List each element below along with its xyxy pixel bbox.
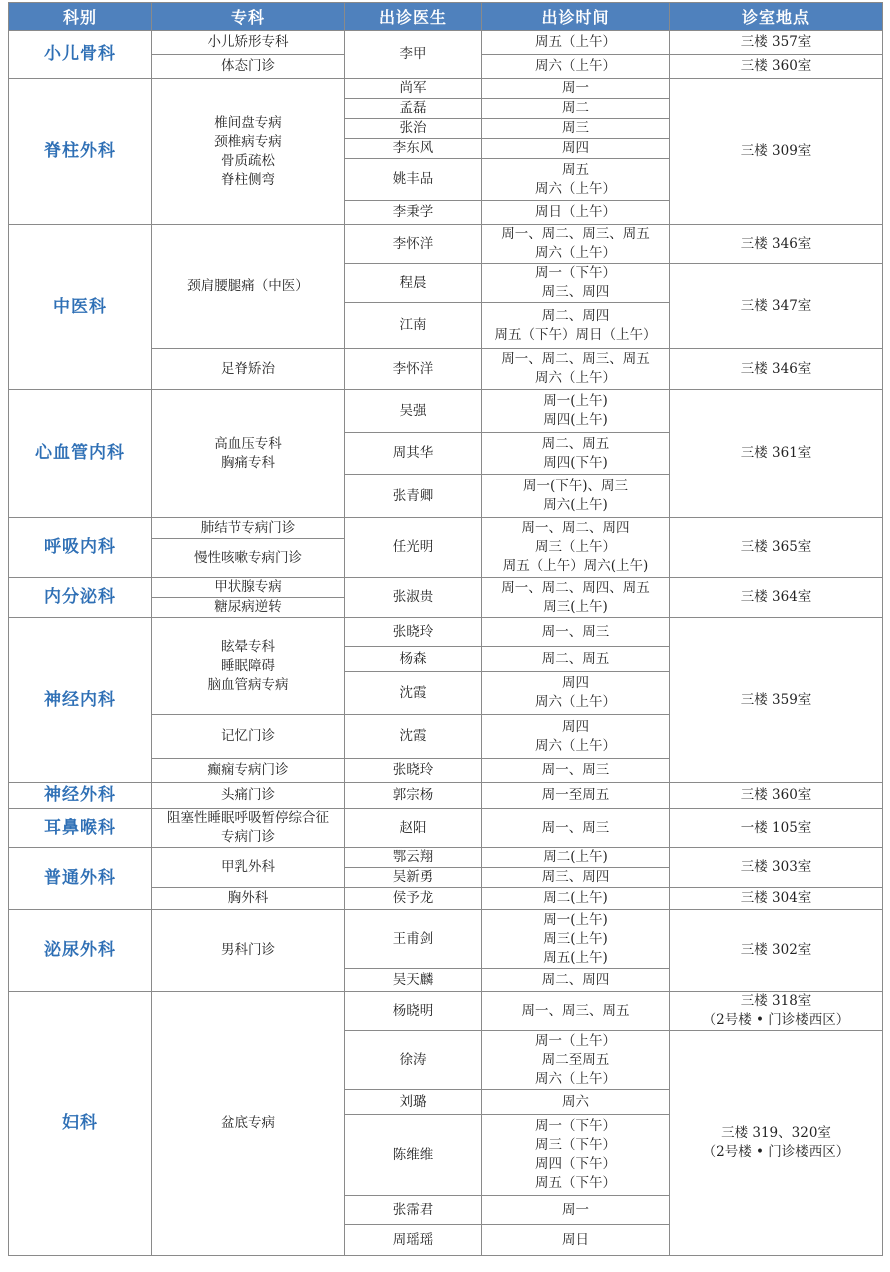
- room-cell: 三楼 302室: [670, 910, 883, 992]
- specialty-cell: 盆底专病: [152, 992, 345, 1256]
- time-cell: [482, 390, 670, 433]
- room-cell: 三楼 359室: [670, 618, 883, 783]
- room-line: 三楼 318室: [740, 993, 812, 1009]
- table-row: [9, 578, 883, 598]
- specialty-line: 睡眠障碍: [221, 657, 275, 674]
- doctor-cell: 李怀洋: [345, 349, 482, 390]
- room-cell: 三楼 364室: [670, 578, 883, 618]
- doctor-cell: 陈维维: [345, 1115, 482, 1196]
- time-line: 周一、周二、周四: [521, 520, 630, 536]
- time-line: 周四(下午): [543, 454, 608, 471]
- specialty-line: 胸痛专科: [221, 454, 275, 471]
- header-specialty: 专科: [152, 3, 345, 31]
- room-cell: 三楼 365室: [670, 518, 883, 578]
- time-line: 周一（下午）: [535, 265, 616, 281]
- time-line: 周五(上午): [543, 949, 608, 966]
- specialty-line: 脊柱侧弯: [221, 171, 275, 188]
- room-cell: [670, 992, 883, 1031]
- time-cell: 周三、周四: [482, 868, 670, 888]
- department-cell: 小儿骨科: [9, 31, 152, 79]
- table-row: [9, 79, 883, 99]
- department-cell: 妇科: [9, 992, 152, 1256]
- table-row: [9, 518, 883, 539]
- specialty-cell: 甲状腺专病: [152, 578, 345, 598]
- doctor-cell: 任光明: [345, 518, 482, 578]
- specialty-line: 椎间盘专病: [214, 114, 282, 131]
- header-department: 科别: [9, 3, 152, 31]
- time-cell: [482, 159, 670, 201]
- specialty-cell: 甲乳外科: [152, 848, 345, 888]
- time-line: 周三(上午): [543, 598, 608, 615]
- time-line: 周三（上午）: [535, 539, 616, 555]
- room-cell: 一楼 105室: [670, 809, 883, 848]
- time-line: 周五（上午）周六(上午): [502, 558, 649, 574]
- specialty-cell: 慢性咳嗽专病门诊: [152, 539, 345, 578]
- time-line: 周六(上午): [543, 497, 608, 513]
- specialty-cell: [152, 390, 345, 518]
- time-cell: [482, 578, 670, 618]
- doctor-cell: 李怀洋: [345, 225, 482, 264]
- time-line: 周一、周二、周四、周五: [501, 579, 650, 596]
- department-cell: 心血管内科: [9, 390, 152, 518]
- doctor-cell: 江南: [345, 303, 482, 349]
- time-cell: 周六（上午）: [482, 55, 670, 79]
- department-cell: 呼吸内科: [9, 518, 152, 578]
- doctor-cell: 尚军: [345, 79, 482, 99]
- time-cell: [482, 433, 670, 475]
- time-line: 周一(上午): [543, 911, 608, 928]
- specialty-line: 颈椎病专病: [214, 133, 282, 150]
- time-cell: [482, 303, 670, 349]
- department-cell: 中医科: [9, 225, 152, 390]
- specialty-line: 眩晕专科: [221, 638, 275, 655]
- time-line: 周六（上午）: [535, 245, 616, 261]
- specialty-cell: [152, 79, 345, 225]
- table-row: [9, 618, 883, 647]
- doctor-cell: 程晨: [345, 264, 482, 303]
- specialty-cell: 颈肩腰腿痛（中医）: [152, 225, 345, 349]
- doctor-cell: 周其华: [345, 433, 482, 475]
- doctor-cell: 张淑贵: [345, 578, 482, 618]
- clinic-schedule-table: [8, 2, 883, 1256]
- doctor-cell: 孟磊: [345, 99, 482, 119]
- time-line: 周一(下午)、周三: [522, 478, 629, 494]
- doctor-cell: 吴强: [345, 390, 482, 433]
- time-cell: 周一、周三: [482, 759, 670, 783]
- table-row: [9, 31, 883, 55]
- time-line: 周四(上午): [543, 412, 608, 428]
- time-cell: 周一至周五: [482, 783, 670, 809]
- specialty-cell: 小儿矫形专科: [152, 31, 345, 55]
- room-cell: 三楼 360室: [670, 55, 883, 79]
- doctor-cell: 张治: [345, 119, 482, 139]
- time-cell: 周一、周三、周五: [482, 992, 670, 1031]
- time-cell: 周二: [482, 99, 670, 119]
- time-line: 周三(上午): [543, 930, 608, 947]
- time-line: 周二、周四: [541, 307, 610, 324]
- specialty-line: 骨质疏松: [221, 152, 275, 169]
- time-line: 周四: [562, 675, 589, 691]
- time-cell: [482, 1115, 670, 1196]
- doctor-cell: 吴新勇: [345, 868, 482, 888]
- time-cell: [482, 518, 670, 578]
- specialty-cell: [152, 809, 345, 848]
- doctor-cell: 李东风: [345, 139, 482, 159]
- specialty-cell: 糖尿病逆转: [152, 598, 345, 618]
- table-row: [9, 783, 883, 809]
- room-cell: 三楼 360室: [670, 783, 883, 809]
- doctor-cell: 徐涛: [345, 1031, 482, 1090]
- time-cell: [482, 910, 670, 969]
- room-cell: 三楼 346室: [670, 349, 883, 390]
- department-cell: 神经外科: [9, 783, 152, 809]
- specialty-cell: [152, 618, 345, 715]
- time-cell: 周一、周三: [482, 809, 670, 848]
- time-cell: 周二(上午): [482, 888, 670, 910]
- room-cell: 三楼 304室: [670, 888, 883, 910]
- specialty-cell: 足脊矫治: [152, 349, 345, 390]
- time-cell: [482, 349, 670, 390]
- time-line: 周五（下午）周日（上午）: [494, 326, 657, 343]
- department-cell: 普通外科: [9, 848, 152, 910]
- specialty-line: 专病门诊: [221, 829, 275, 845]
- time-cell: 周一、周三: [482, 618, 670, 647]
- table-row: [9, 848, 883, 868]
- time-line: 周三、周四: [541, 284, 610, 300]
- time-line: 周六（上午）: [535, 180, 616, 197]
- time-cell: [482, 672, 670, 715]
- doctor-cell: 沈霞: [345, 715, 482, 759]
- doctor-cell: 李秉学: [345, 201, 482, 225]
- specialty-cell: 头痛门诊: [152, 783, 345, 809]
- doctor-cell: 李甲: [345, 31, 482, 79]
- time-cell: 周二、周四: [482, 969, 670, 992]
- room-line: （2号楼 • 门诊楼西区）: [702, 1144, 850, 1160]
- doctor-cell: 周瑶瑶: [345, 1225, 482, 1256]
- specialty-cell: 癫痫专病门诊: [152, 759, 345, 783]
- doctor-cell: 郭宗杨: [345, 783, 482, 809]
- room-line: 三楼 319、320室: [721, 1125, 831, 1141]
- time-cell: 周三: [482, 119, 670, 139]
- header-time: 出诊时间: [482, 3, 670, 31]
- time-line: 周四: [562, 718, 589, 735]
- time-line: 周五: [562, 161, 589, 178]
- doctor-cell: 赵阳: [345, 809, 482, 848]
- header-doctor: 出诊医生: [345, 3, 482, 31]
- table-row: [9, 390, 883, 433]
- schedule-wrapper: [8, 2, 883, 1256]
- doctor-cell: 杨晓明: [345, 992, 482, 1031]
- time-cell: 周四: [482, 139, 670, 159]
- doctor-cell: 张晓玲: [345, 759, 482, 783]
- header-row: [9, 3, 883, 31]
- room-cell: 三楼 309室: [670, 79, 883, 225]
- time-cell: [482, 225, 670, 264]
- room-cell: 三楼 347室: [670, 264, 883, 349]
- time-cell: [482, 1031, 670, 1090]
- table-row: [9, 809, 883, 848]
- room-cell: 三楼 346室: [670, 225, 883, 264]
- time-line: 周三（下午）: [535, 1137, 616, 1153]
- time-line: 周二、周五: [541, 435, 610, 452]
- time-cell: 周日（上午）: [482, 201, 670, 225]
- specialty-cell: 肺结节专病门诊: [152, 518, 345, 539]
- time-line: 周六（上午）: [535, 1070, 616, 1087]
- doctor-cell: 刘璐: [345, 1090, 482, 1115]
- department-cell: 内分泌科: [9, 578, 152, 618]
- doctor-cell: 侯予龙: [345, 888, 482, 910]
- time-cell: [482, 475, 670, 518]
- table-row: [9, 225, 883, 264]
- time-line: 周六（上午）: [535, 694, 616, 710]
- time-line: 周四（下午）: [535, 1156, 616, 1172]
- doctor-cell: 吴天麟: [345, 969, 482, 992]
- time-line: 周一、周二、周三、周五: [501, 351, 650, 367]
- time-cell: [482, 264, 670, 303]
- department-cell: 泌尿外科: [9, 910, 152, 992]
- time-cell: 周六: [482, 1090, 670, 1115]
- room-cell: 三楼 361室: [670, 390, 883, 518]
- time-cell: 周二(上午): [482, 848, 670, 868]
- doctor-cell: 鄂云翔: [345, 848, 482, 868]
- time-line: 周一（下午）: [535, 1118, 616, 1134]
- room-cell: 三楼 303室: [670, 848, 883, 888]
- time-line: 周六（上午）: [535, 737, 616, 754]
- time-cell: 周一: [482, 79, 670, 99]
- specialty-cell: 胸外科: [152, 888, 345, 910]
- doctor-cell: 姚丰品: [345, 159, 482, 201]
- time-cell: 周二、周五: [482, 647, 670, 672]
- table-row: [9, 992, 883, 1031]
- specialty-line: 高血压专科: [214, 435, 282, 452]
- doctor-cell: 杨森: [345, 647, 482, 672]
- time-cell: 周五（上午）: [482, 31, 670, 55]
- room-line: （2号楼 • 门诊楼西区）: [702, 1012, 850, 1028]
- department-cell: 脊柱外科: [9, 79, 152, 225]
- doctor-cell: 沈霞: [345, 672, 482, 715]
- specialty-line: 阻塞性睡眠呼吸暂停综合征: [167, 810, 329, 826]
- doctor-cell: 张晓玲: [345, 618, 482, 647]
- time-line: 周一（上午）: [535, 1032, 616, 1049]
- room-cell: [670, 1031, 883, 1256]
- time-line: 周二至周五: [541, 1051, 610, 1068]
- time-cell: [482, 715, 670, 759]
- room-cell: 三楼 357室: [670, 31, 883, 55]
- specialty-line: 脑血管病专病: [207, 676, 289, 693]
- header-room: 诊室地点: [670, 3, 883, 31]
- time-line: 周一、周二、周三、周五: [501, 226, 650, 242]
- time-line: 周一(上午): [543, 393, 608, 409]
- doctor-cell: 张霈君: [345, 1196, 482, 1225]
- table-row: [9, 910, 883, 969]
- specialty-cell: 男科门诊: [152, 910, 345, 992]
- doctor-cell: 张青卿: [345, 475, 482, 518]
- time-cell: 周日: [482, 1225, 670, 1256]
- specialty-cell: 体态门诊: [152, 55, 345, 79]
- specialty-cell: 记忆门诊: [152, 715, 345, 759]
- time-line: 周六（上午）: [535, 370, 616, 386]
- department-cell: 神经内科: [9, 618, 152, 783]
- time-cell: 周一: [482, 1196, 670, 1225]
- department-cell: 耳鼻喉科: [9, 809, 152, 848]
- time-line: 周五（下午）: [535, 1175, 616, 1191]
- doctor-cell: 王甫剑: [345, 910, 482, 969]
